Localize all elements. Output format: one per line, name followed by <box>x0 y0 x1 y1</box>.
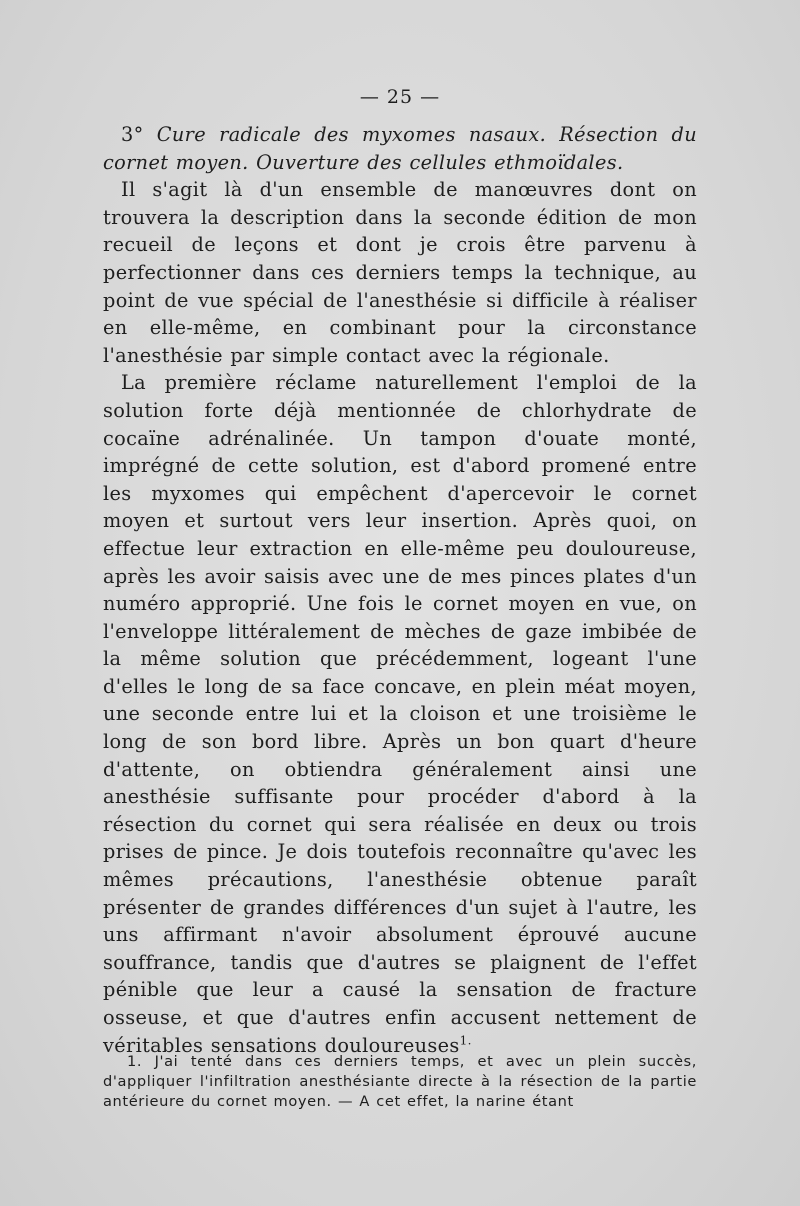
book-page <box>103 85 697 1110</box>
footnote-text: 1. J'ai tenté dans ces derniers temps, et avec un plein succès, d'appliquer l'infiltration anesthésiante directe à la résection de la partie antérieure du cornet moyen. — A cet effet, la narine étant <box>103 1053 697 1110</box>
section-number: 3° <box>121 123 144 146</box>
paragraph-2 <box>103 369 697 1059</box>
footnote <box>103 1052 697 1112</box>
section-title: Cure radicale des myxomes nasaux. Résection du cornet moyen. Ouverture des cellules ethmoïdales. <box>103 123 697 174</box>
footnote-reference: 1. <box>459 1033 472 1048</box>
paragraph-2-text: La première réclame naturellement l'emploi de la solution forte déjà mentionnée de chlorhydrate de cocaïne adrénalinée. Un tampon d'ouate monté, imprégné de cette solution, est d'abord promené entre les myxomes qui empêchent d'apercevoir le cornet moyen et surtout vers leur insertion. Après quoi, on effectue leur extraction en elle-même peu douloureuse, après les avoir saisis avec une de mes pinces plates d'un numéro approprié. Une fois le cornet moyen en vue, on l'enveloppe littéralement de mèches de gaze imbibée de la même solution que précédemment, logeant l'une d'elles le long de sa face concave, en plein méat moyen, une seconde entre lui et la cloison et une troisième le long de son bord libre. Après un bon quart d'heure d'attente, on obtiendra généralement ainsi une anesthésie suffisante pour procéder d'abord à la résection du cornet qui sera réalisée en deux ou trois prises de pince. Je dois toutefois reconnaître qu'avec les mêmes précautions, l'anesthésie obtenue paraît présenter de grandes différences d'un sujet à l'autre, les uns affirmant n'avoir absolument éprouvé aucune souffrance, tandis que d'autres se plaignent de l'effet pénible que leur a causé la sensation de fracture osseuse, et que d'autres enfin accusent nettement de véritables sensations douloureuses <box>103 371 697 1057</box>
body-text <box>103 121 697 1059</box>
page-number: — 25 — <box>359 86 441 108</box>
section-heading <box>103 121 697 176</box>
paragraph-1: Il s'agit là d'un ensemble de manœuvres dont on trouvera la description dans la seconde édition de mon recueil de leçons et dont je crois être parvenu à perfectionner dans ces derniers temps la technique, au point de vue spécial de l'anesthésie si difficile à réaliser en elle-même, en combinant pour la circonstance l'anesthésie par simple contact avec la régionale. <box>103 178 697 367</box>
